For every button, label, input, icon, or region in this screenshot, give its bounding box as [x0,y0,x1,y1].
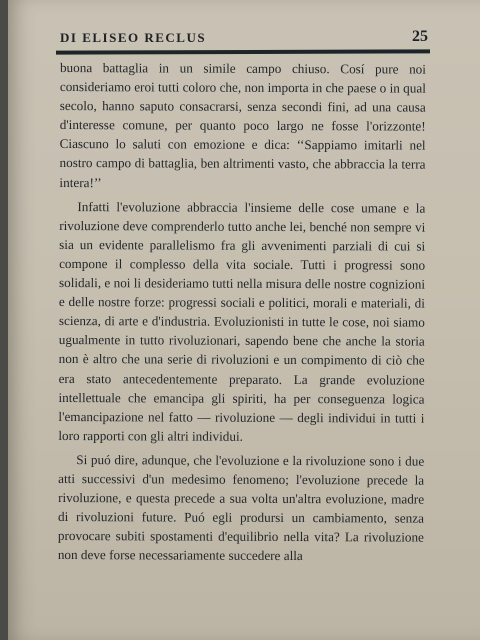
book-page [8,0,480,640]
paragraph-continuation: buona battaglia in un simile campo chiuso. Cosí pure noi consideriamo eroi tutti coloro che, non importa in che paese o in qual secolo, hanno saputo consacrarsi, senza secondi fini, ad una causa d'interesse comune, per quanto poco largo ne fosse l'orizzonte! Ciascuno lo saluti con emozione e dica: ‘‘Sappiamo imitarli nel nostro campo di battaglia, ben altrimenti vasto, che abbraccia la terra intera!’’ [59,59,426,190]
page-header [60,28,428,50]
running-head: DI ELISEO RECLUS [60,30,207,45]
paragraph-evolution: Infatti l'evoluzione abbraccia l'insieme delle cose umane e la rivoluzione deve comprenderlo tutto anche lei, benché non sempre vi sia un evidente parallelismo fra gli avvenimenti parziali di cui si compone il complesso della vita sociale. Tutti i progressi sono solidali, e noi li desideriamo tutti nella misura delle nostre cognizioni e delle nostre forze: progressi sociali e politici, morali e materiali, di scienza, di arte e d'industria. Evoluzionisti in tutte le cose, noi siamo ugualmente in tutto rivoluzionari, sapendo bene che anche la storia non è altro che una serie di rivoluzioni e un compimento di ciò che era stato antecedentemente preparato. La grande evoluzione intellettuale che emancipa gli spiriti, ha per conseguenza logica l'emancipazione nel fatto — rivoluzione — degli individui in tutti i loro rapporti con gli altri individui. [58,198,426,444]
paragraph-revolution: Si puó dire, adunque, che l'evoluzione e la rivoluzione sono i due atti successivi d'un medesimo fenomeno; l'evoluzione precede la rivoluzione, e questa precede a sua volta un'altra evoluzione, madre di rivoluzioni future. Puó egli prodursi un cambiamento, senza provocare subiti spostamenti d'equilibrio nella vita? La rivoluzione non deve forse necessariamente succedere alla [57,451,425,564]
body-text [58,58,426,566]
header-rule [56,49,430,54]
page-number: 25 [412,28,428,45]
